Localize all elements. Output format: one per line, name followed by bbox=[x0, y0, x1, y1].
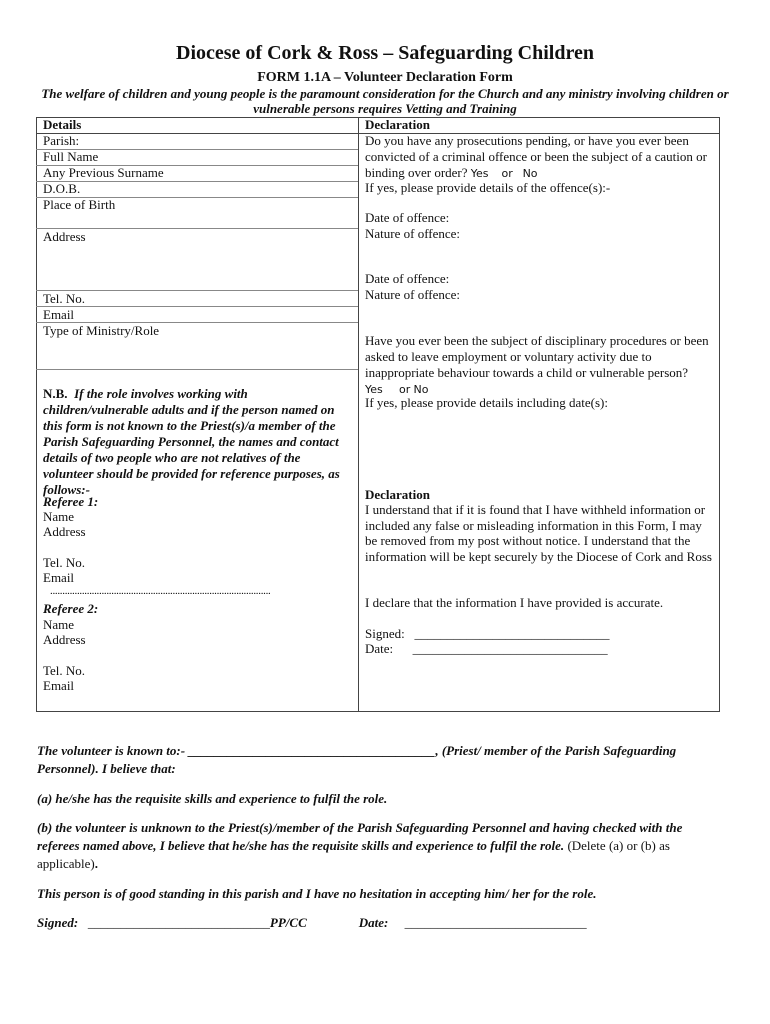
form-subtitle: FORM 1.1A – Volunteer Declaration Form bbox=[257, 70, 513, 85]
tel-field[interactable]: Tel. No. bbox=[43, 291, 86, 306]
declaration-signed[interactable] bbox=[365, 626, 715, 642]
declaration-statement: I understand that if it is found that I have withheld information or included any false or misleading information in this Form, I may be removed from my post without notice. I understand that the information will be kept securely by the Diocese of Cork and Ross bbox=[365, 502, 712, 564]
question-disciplinary bbox=[365, 333, 715, 398]
parish-field[interactable]: Parish: bbox=[43, 133, 80, 148]
or-text: or bbox=[399, 383, 411, 396]
form-title: Diocese of Cork & Ross – Safeguarding Children bbox=[176, 42, 594, 64]
referee2-tel-field[interactable]: Tel. No. bbox=[43, 663, 86, 678]
column-divider bbox=[358, 117, 359, 712]
email-field[interactable]: Email bbox=[43, 307, 75, 322]
declaration2-heading: Declaration bbox=[365, 487, 430, 502]
no-option[interactable]: No bbox=[522, 167, 538, 180]
signed-label: Signed: bbox=[365, 626, 405, 641]
footer-date-label: Date: bbox=[358, 915, 389, 930]
dob-field[interactable]: D.O.B. bbox=[43, 181, 81, 196]
referee1-address-field[interactable]: Address bbox=[43, 524, 86, 539]
delete-note: (Delete (a) or (b) as applicable) bbox=[37, 838, 670, 871]
offence-details-prompt: If yes, please provide details of the offence(s):- bbox=[365, 180, 611, 195]
no-option[interactable]: No bbox=[413, 383, 429, 396]
nb-text: If the role involves working with children/vulnerable adults and if the person named on this form is not known to the Priest(s)/a member of the Parish Safeguarding Personnel, the names and contact details of two people who are not relatives of the volunteer should be provided for reference purposes, as follows:- bbox=[43, 386, 340, 497]
footer-signed-label: Signed: bbox=[37, 915, 79, 930]
yes-option[interactable]: Yes bbox=[365, 383, 383, 396]
full-name-field[interactable]: Full Name bbox=[43, 149, 99, 164]
referee1-email-field[interactable]: Email bbox=[43, 570, 75, 585]
address-field[interactable]: Address bbox=[43, 229, 86, 244]
known-to-statement: The volunteer is known to:- ______________________________________, (Priest/ member of the Parish Safeguarding Personnel). I believe that: bbox=[37, 743, 677, 776]
declaration-heading: Declaration bbox=[365, 117, 430, 132]
row-rule bbox=[36, 369, 358, 370]
footer-signature-line[interactable]: ____________________________ bbox=[87, 915, 270, 930]
delete-note-end: . bbox=[94, 856, 98, 871]
referee1-name-field[interactable]: Name bbox=[43, 509, 75, 524]
question-disciplinary-text: Have you ever been the subject of disciplinary procedures or been asked to leave employment or voluntary activity due to inappropriate behaviour towards a child or vulnerable person? bbox=[365, 333, 709, 380]
referee-separator: .......................................................................................... bbox=[50, 585, 271, 597]
details-heading: Details bbox=[43, 117, 82, 132]
nb-label: N.B. bbox=[43, 386, 68, 401]
yes-option[interactable]: Yes bbox=[470, 167, 489, 180]
referee2-email-field[interactable]: Email bbox=[43, 678, 75, 693]
question-convictions-text: Do you have any prosecutions pending, or have you ever been convicted of a criminal offence or been the subject of a caution or binding over order? bbox=[365, 133, 707, 180]
option-a: (a) he/she has the requisite skills and experience to fulfil the role. bbox=[37, 791, 388, 806]
date-of-offence-1[interactable]: Date of offence: bbox=[365, 210, 450, 225]
place-of-birth-field[interactable]: Place of Birth bbox=[43, 197, 116, 212]
nature-of-offence-2[interactable]: Nature of offence: bbox=[365, 287, 461, 302]
date-label: Date: bbox=[365, 641, 394, 656]
date-of-offence-2[interactable]: Date of offence: bbox=[365, 271, 450, 286]
or-text: or bbox=[501, 167, 513, 180]
referee1-heading: Referee 1: bbox=[43, 494, 99, 509]
ministry-role-field[interactable]: Type of Ministry/Role bbox=[43, 323, 160, 338]
referee2-heading: Referee 2: bbox=[43, 601, 99, 616]
option-b bbox=[37, 819, 727, 873]
nature-of-offence-1[interactable]: Nature of offence: bbox=[365, 226, 461, 241]
accuracy-statement: I declare that the information I have provided is accurate. bbox=[365, 595, 664, 610]
footer-date-line[interactable]: ____________________________ bbox=[404, 915, 587, 930]
declaration-date[interactable] bbox=[365, 641, 715, 657]
option-b-text: (b) the volunteer is unknown to the Priest(s)/member of the Parish Safeguarding Personnel and having checked with the referees named above, I believe that he/she has the requisite skills and experience to fulfil the role. bbox=[37, 820, 683, 853]
good-standing-statement: This person is of good standing in this parish and I have no hesitation in accepting him/ her for the role. bbox=[37, 886, 597, 901]
ppcc-label: PP/CC bbox=[269, 915, 307, 930]
nb-note bbox=[43, 386, 351, 498]
signature-line[interactable]: ______________________________ bbox=[414, 626, 610, 641]
referee2-name-field[interactable]: Name bbox=[43, 617, 75, 632]
date-line[interactable]: ______________________________ bbox=[412, 641, 608, 656]
footer-signature-row bbox=[37, 914, 727, 932]
disciplinary-details-prompt: If yes, please provide details including date(s): bbox=[365, 395, 608, 410]
referee1-tel-field[interactable]: Tel. No. bbox=[43, 555, 86, 570]
referee2-address-field[interactable]: Address bbox=[43, 632, 86, 647]
previous-surname-field[interactable]: Any Previous Surname bbox=[43, 165, 164, 180]
question-convictions bbox=[365, 133, 715, 182]
form-intro: The welfare of children and young people is the paramount consideration for the Church and any ministry involving children or vulnerable persons requires Vetting and Training bbox=[41, 86, 729, 116]
